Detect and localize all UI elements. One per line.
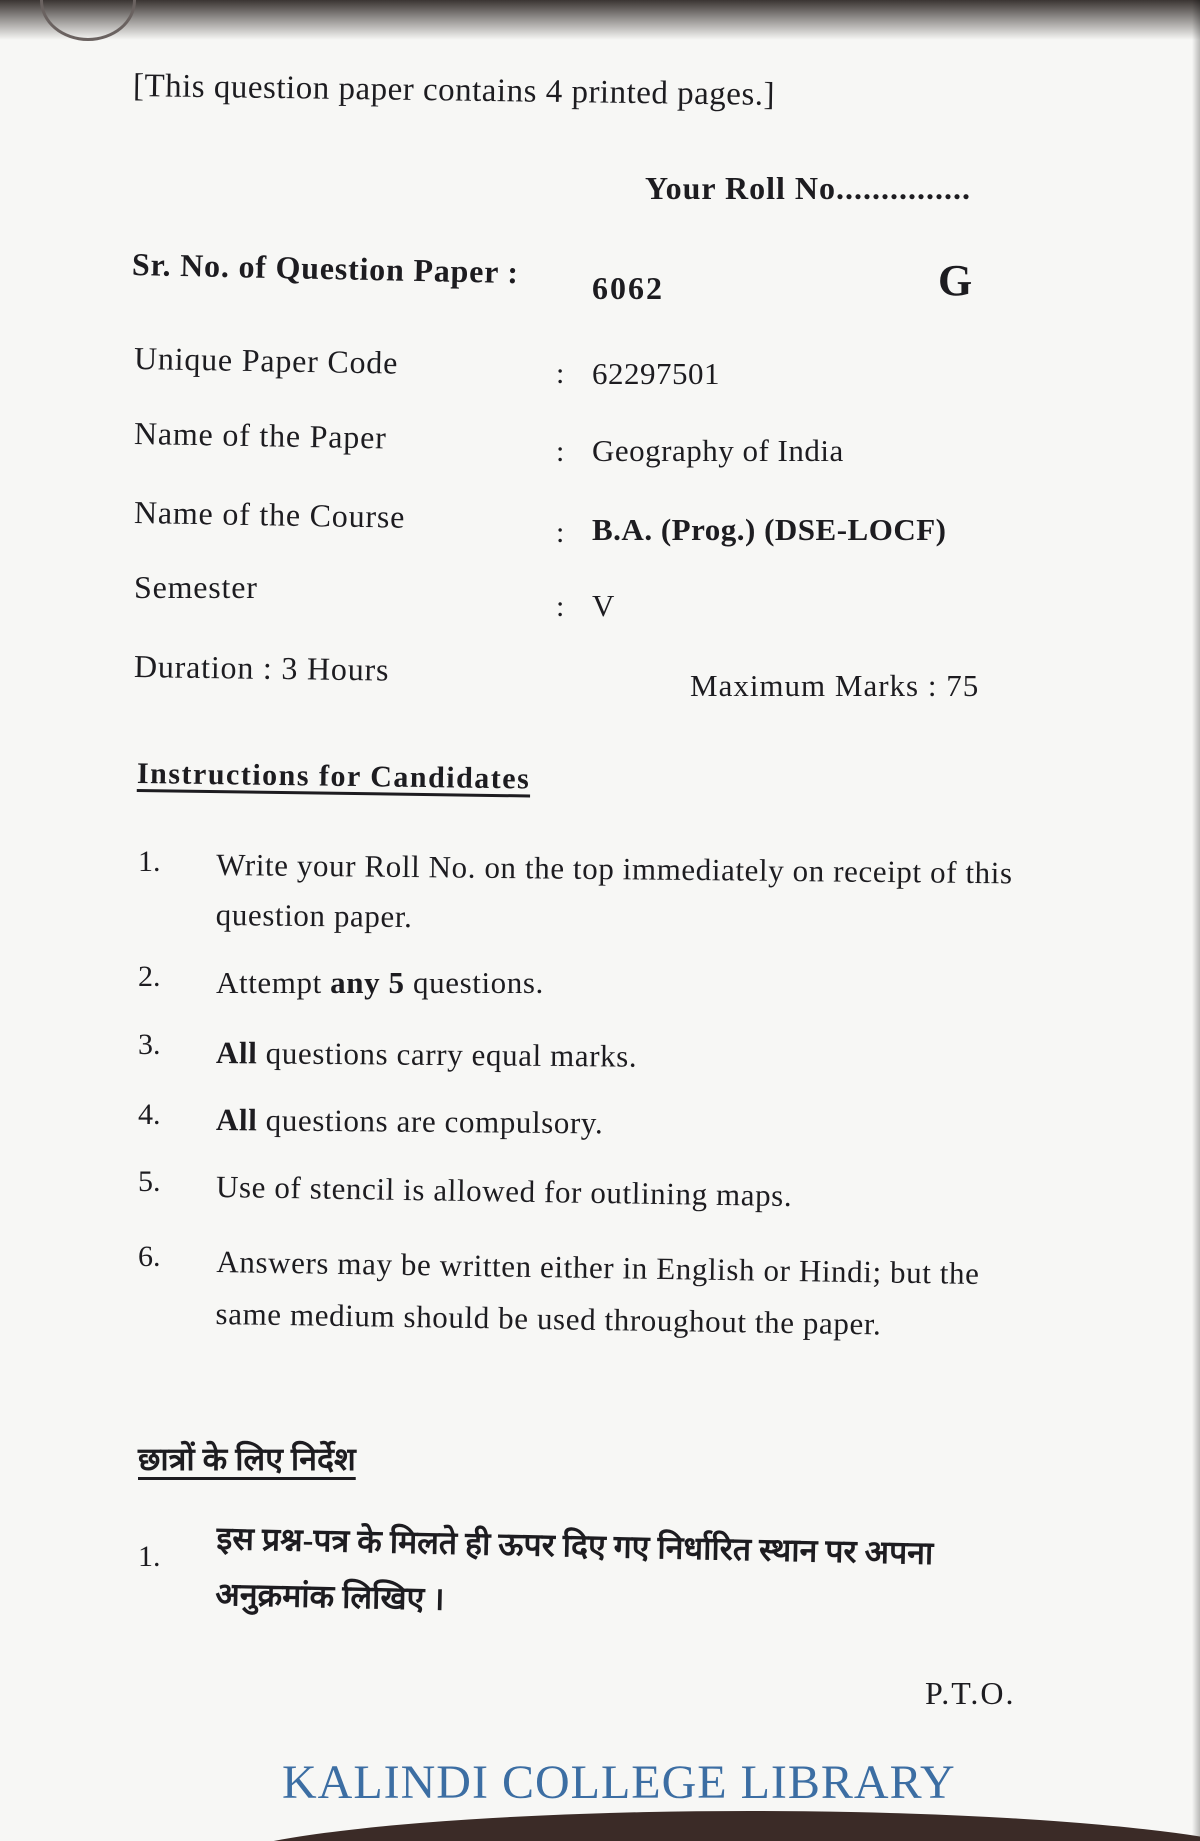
page-edge-shadow bbox=[1192, 0, 1200, 1841]
course-name-value: B.A. (Prog.) (DSE-LOCF) bbox=[592, 512, 947, 547]
top-shadow bbox=[0, 0, 1200, 40]
paper-code-label: Unique Paper Code bbox=[133, 340, 399, 381]
instruction-item: Answers may be written either in English or Hindi; but the same medium should be used throughout the paper. bbox=[215, 1244, 980, 1342]
sr-no-label: Sr. No. of Question Paper : bbox=[131, 246, 520, 291]
instruction-item: All questions are compulsory. bbox=[215, 1102, 604, 1141]
paper-name-label: Name of the Paper bbox=[133, 415, 387, 456]
instruction-number: 5. bbox=[138, 1165, 161, 1198]
pto-marker: P.T.O. bbox=[925, 1675, 1016, 1711]
duration: Duration : 3 Hours bbox=[133, 648, 390, 688]
instruction-item: Use of stencil is allowed for outlining maps. bbox=[215, 1169, 793, 1214]
paper-name-value: Geography of India bbox=[592, 433, 844, 468]
paper-name-colon: : bbox=[556, 435, 565, 468]
course-name-label: Name of the Course bbox=[133, 494, 406, 535]
sr-no-value: 6062 bbox=[592, 270, 664, 306]
instruction-item: All questions carry equal marks. bbox=[215, 1035, 638, 1074]
library-stamp: KALINDI COLLEGE LIBRARY bbox=[282, 1756, 956, 1809]
course-name-colon: : bbox=[556, 516, 565, 549]
instruction-item: Attempt any 5 questions. bbox=[216, 965, 544, 1000]
instruction-number: 4. bbox=[138, 1098, 161, 1131]
max-marks: Maximum Marks : 75 bbox=[690, 668, 980, 703]
hindi-instruction-item: इस प्रश्न-पत्र के मिलते ही ऊपर दिए गए निर्धारित स्थान पर अपना अनुक्रमांक लिखिए । bbox=[215, 1520, 934, 1617]
instruction-number: 1. bbox=[138, 845, 161, 878]
semester-label: Semester bbox=[134, 569, 258, 605]
hindi-instructions-heading: छात्रों के लिए निर्देश bbox=[138, 1441, 356, 1477]
paper-code-colon: : bbox=[556, 357, 565, 390]
hindi-instruction-number: 1. bbox=[138, 1540, 161, 1573]
instructions-heading: Instructions for Candidates bbox=[136, 757, 531, 796]
instruction-number: 6. bbox=[138, 1240, 161, 1273]
instruction-item: Write your Roll No. on the top immediately on receipt of this question paper. bbox=[215, 847, 1013, 935]
paper-code-value: 62297501 bbox=[592, 356, 720, 391]
semester-colon: : bbox=[556, 590, 565, 623]
roll-number-field: Your Roll No............... bbox=[645, 170, 971, 206]
set-letter: G bbox=[938, 256, 973, 305]
instruction-number: 2. bbox=[138, 960, 161, 993]
semester-value: V bbox=[592, 588, 615, 623]
bottom-shadow bbox=[200, 1811, 1200, 1841]
instruction-number: 3. bbox=[138, 1028, 161, 1061]
pages-note: [This question paper contains 4 printed pages.] bbox=[132, 68, 776, 113]
